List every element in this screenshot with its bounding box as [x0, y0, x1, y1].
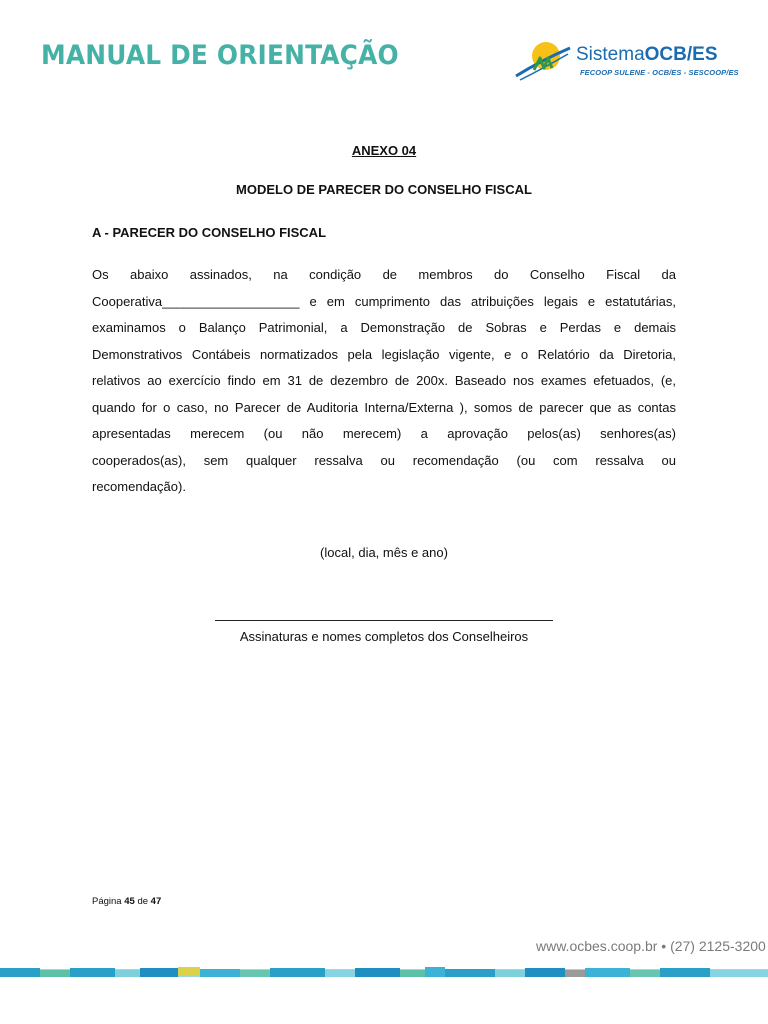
footer-contact: www.ocbes.coop.br • (27) 2125-3200	[536, 938, 766, 954]
sistema-ocb-es-logo	[514, 38, 739, 88]
section-title: A - PARECER DO CONSELHO FISCAL	[92, 225, 327, 240]
model-title: MODELO DE PARECER DO CONSELHO FISCAL	[236, 182, 532, 197]
cooperative-logo-icon	[514, 38, 572, 84]
paragraph-line: examinamos o Balanço Patrimonial, a Demonstração de Sobras e Perdas e demais	[92, 320, 676, 335]
manual-title: MANUAL DE ORIENTAÇÃO	[41, 40, 399, 71]
paragraph-line: relativos ao exercício findo em 31 de dezembro de 200x. Baseado nos exames efetuados, (e,	[92, 373, 676, 388]
annex-heading: ANEXO 04	[351, 143, 417, 158]
signature-caption: Assinaturas e nomes completos dos Conselheiros	[239, 629, 529, 644]
place-date-placeholder: (local, dia, mês e ano)	[320, 545, 448, 560]
paragraph-line: Cooperativa___________________ e em cumprimento das atribuições legais e estatutárias,	[92, 293, 676, 309]
paragraph-line: cooperados(as), sem qualquer ressalva ou recomendação (ou com ressalva ou	[92, 452, 676, 468]
opinion-paragraph	[92, 262, 676, 501]
page-number: Página 45 de 47	[92, 896, 162, 907]
paragraph-line: quando for o caso, no Parecer de Auditoria Interna/Externa ), somos de parecer que as contas	[92, 399, 676, 415]
paragraph-line: Os abaixo assinados, na condição de membros do Conselho Fiscal da	[92, 267, 676, 282]
paragraph-line: Demonstrativos Contábeis normatizados pela legislação vigente, e o Relatório da Diretoria,	[92, 346, 676, 362]
footer-decorative-stripe	[0, 962, 768, 984]
signature-line	[215, 620, 553, 621]
logo-subtitle: FECOOP SULENE - OCB/ES - SESCOOP/ES	[580, 68, 739, 77]
paragraph-line: apresentadas merecem (ou não merecem) a aprovação pelos(as) senhores(as)	[92, 426, 676, 441]
logo-wordmark: SistemaOCB/ES	[576, 44, 718, 65]
paragraph-line: recomendação).	[92, 479, 186, 494]
